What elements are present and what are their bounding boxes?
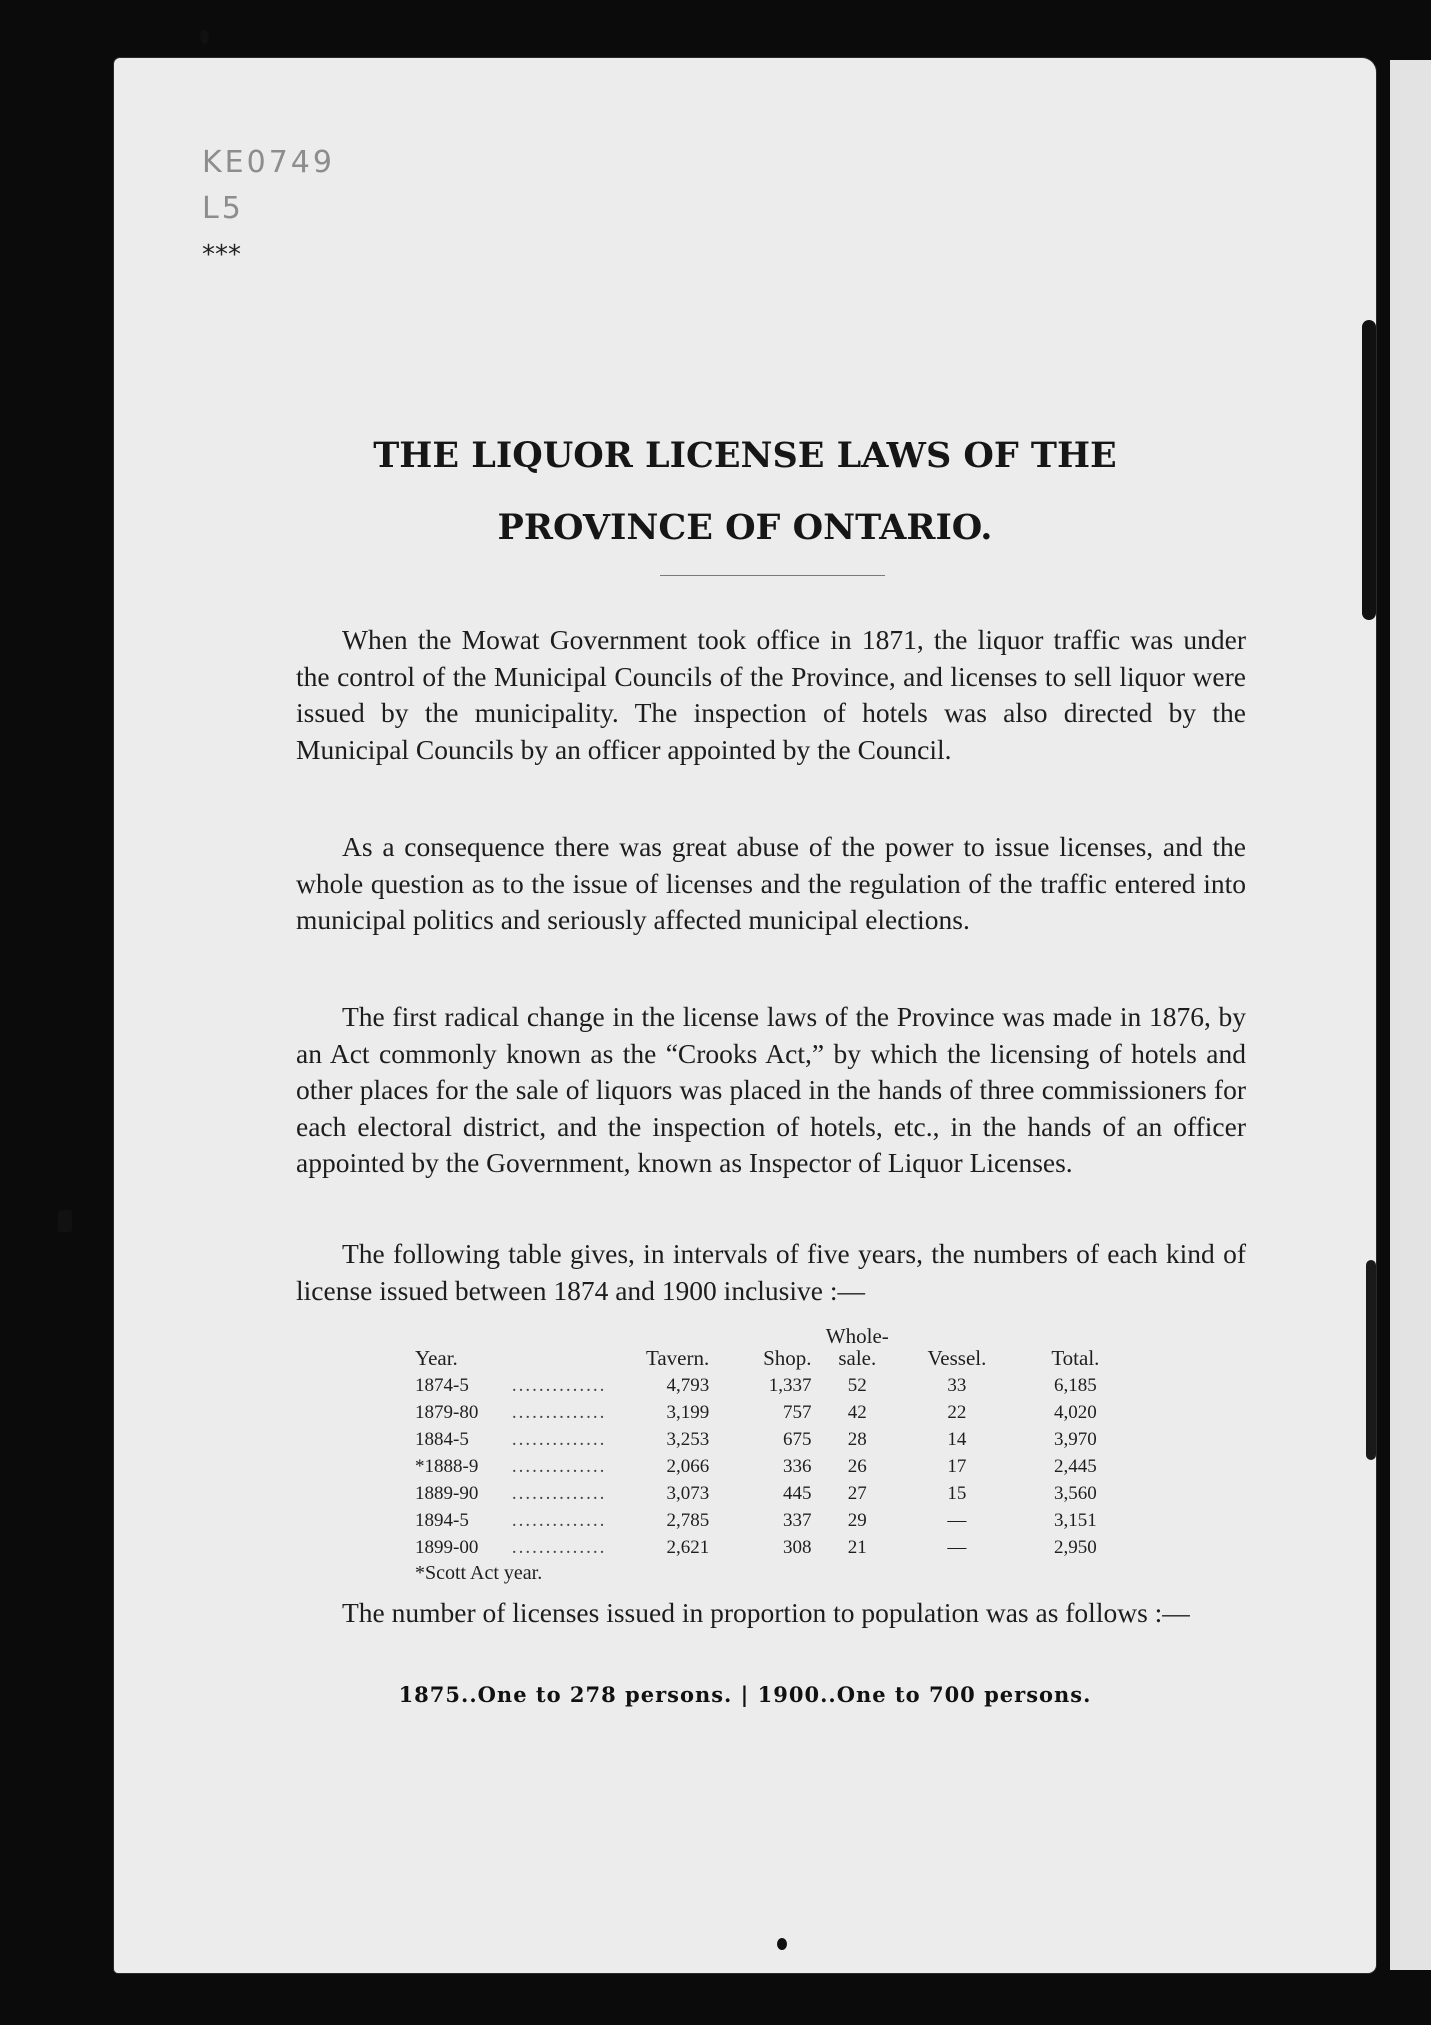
vessel-cell: — (947, 1537, 967, 1558)
vessel-cell: 14 (947, 1429, 967, 1450)
shop-cell: 1,337 (768, 1375, 812, 1396)
total-cell: 4,020 (1053, 1402, 1097, 1423)
scan-speck (777, 1938, 787, 1950)
tavern-cell: 2,785 (666, 1510, 710, 1531)
shop-cell: 757 (783, 1402, 812, 1423)
title-line-2: PROVINCE OF ONTARIO. (497, 507, 993, 548)
header-spacer (512, 1325, 641, 1372)
paragraph-1: When the Mowat Government took office in 1871, the liquor traffic was under the control of the Municipal Councils of the Province, and licenses to sell liquor were issued by the municipality. The inspection of hotels was also directed by the Municipal Councils by an officer appointed by the Council. (296, 624, 1246, 765)
page-title (114, 420, 1376, 564)
header-vessel: Vessel. (927, 1346, 987, 1370)
license-table (415, 1325, 1140, 1561)
wholesale-cell: 42 (847, 1402, 867, 1423)
header-tavern: Tavern. (645, 1346, 710, 1370)
table-row (415, 1480, 1140, 1507)
table-row (415, 1426, 1140, 1453)
table-row (415, 1453, 1140, 1480)
table-row (415, 1534, 1140, 1561)
call-number-marks: *** (202, 240, 241, 270)
header-shop: Shop. (763, 1346, 812, 1370)
header-total: Total. (1051, 1346, 1100, 1370)
vessel-cell: 22 (947, 1402, 967, 1423)
year-cell: 1884-5 (415, 1429, 469, 1450)
table-body (415, 1372, 1140, 1561)
wholesale-cell: 28 (847, 1429, 867, 1450)
table-header-row (415, 1325, 1140, 1372)
tavern-cell: 4,793 (666, 1375, 710, 1396)
leader-dots: .............. (511, 1537, 607, 1558)
header-year: Year. (415, 1346, 458, 1370)
year-cell: 1879-80 (415, 1402, 479, 1423)
title-divider (660, 575, 885, 576)
year-cell: 1899-00 (415, 1537, 479, 1558)
binding-shadow (1366, 1260, 1376, 1460)
wholesale-cell: 26 (847, 1456, 867, 1477)
leader-dots: .............. (511, 1429, 607, 1450)
vessel-cell: 15 (947, 1483, 967, 1504)
shop-cell: 675 (783, 1429, 812, 1450)
shop-cell: 445 (783, 1483, 812, 1504)
paragraph-4: The following table gives, in intervals of five years, the numbers of each kind of license issued between 1874 and 1900 inclusive :— (296, 1238, 1246, 1306)
total-cell: 2,445 (1053, 1456, 1097, 1477)
year-cell: 1894-5 (415, 1510, 469, 1531)
header-wholesale: Whole- sale. (825, 1324, 889, 1370)
table-footnote: *Scott Act year. (415, 1562, 543, 1584)
leader-dots: .............. (511, 1456, 607, 1477)
adjacent-page-edge (1390, 60, 1431, 1970)
year-cell: 1874-5 (415, 1375, 469, 1396)
wholesale-cell: 21 (847, 1537, 867, 1558)
paragraph-5: The number of licenses issued in proportion to population was as follows :— (342, 1597, 1190, 1628)
call-number-line: L5 (202, 191, 244, 226)
table-row (415, 1507, 1140, 1534)
table-row (415, 1399, 1140, 1426)
leader-dots: .............. (511, 1483, 607, 1504)
tavern-cell: 3,073 (666, 1483, 710, 1504)
year-cell: *1888-9 (415, 1456, 479, 1477)
leader-dots: .............. (511, 1510, 607, 1531)
wholesale-cell: 52 (847, 1375, 867, 1396)
paragraph-2: As a consequence there was great abuse of the power to issue licenses, and the whole question as to the issue of licenses and the regulation of the traffic entered into municipal politics and seriously affected municipal elections. (296, 831, 1246, 935)
scan-speck (58, 1210, 72, 1232)
tavern-cell: 3,199 (666, 1402, 710, 1423)
total-cell: 3,151 (1053, 1510, 1097, 1531)
vessel-cell: — (947, 1510, 967, 1531)
library-call-number (202, 140, 335, 278)
shop-cell: 337 (783, 1510, 812, 1531)
tavern-cell: 2,621 (666, 1537, 710, 1558)
tavern-cell: 2,066 (666, 1456, 710, 1477)
paragraph-3: The first radical change in the license laws of the Province was made in 1876, by an Act commonly known as the “Crooks Act,” by which the licensing of hotels and other places for the sale of liquors was placed in the hands of three commissioners for each electoral district, and the inspection of hotels, etc., in the hands of an officer appointed by the Government, known as Inspector of Liquor Licenses. (296, 1001, 1246, 1178)
year-cell: 1889-90 (415, 1483, 479, 1504)
proportion-summary: 1875..One to 278 persons. | 1900..One to 700 persons. (398, 1682, 1092, 1707)
total-cell: 3,970 (1053, 1429, 1097, 1450)
total-cell: 3,560 (1053, 1483, 1097, 1504)
title-line-1: THE LIQUOR LICENSE LAWS OF THE (373, 435, 1117, 476)
total-cell: 2,950 (1053, 1537, 1097, 1558)
wholesale-cell: 29 (847, 1510, 867, 1531)
table-row (415, 1372, 1140, 1399)
leader-dots: .............. (511, 1375, 607, 1396)
leader-dots: .............. (511, 1402, 607, 1423)
wholesale-cell: 27 (847, 1483, 867, 1504)
shop-cell: 336 (783, 1456, 812, 1477)
tavern-cell: 3,253 (666, 1429, 710, 1450)
vessel-cell: 17 (947, 1456, 967, 1477)
total-cell: 6,185 (1053, 1375, 1097, 1396)
scan-speck (200, 30, 209, 44)
call-number-line: KE0749 (202, 145, 335, 180)
shop-cell: 308 (783, 1537, 812, 1558)
vessel-cell: 33 (947, 1375, 967, 1396)
